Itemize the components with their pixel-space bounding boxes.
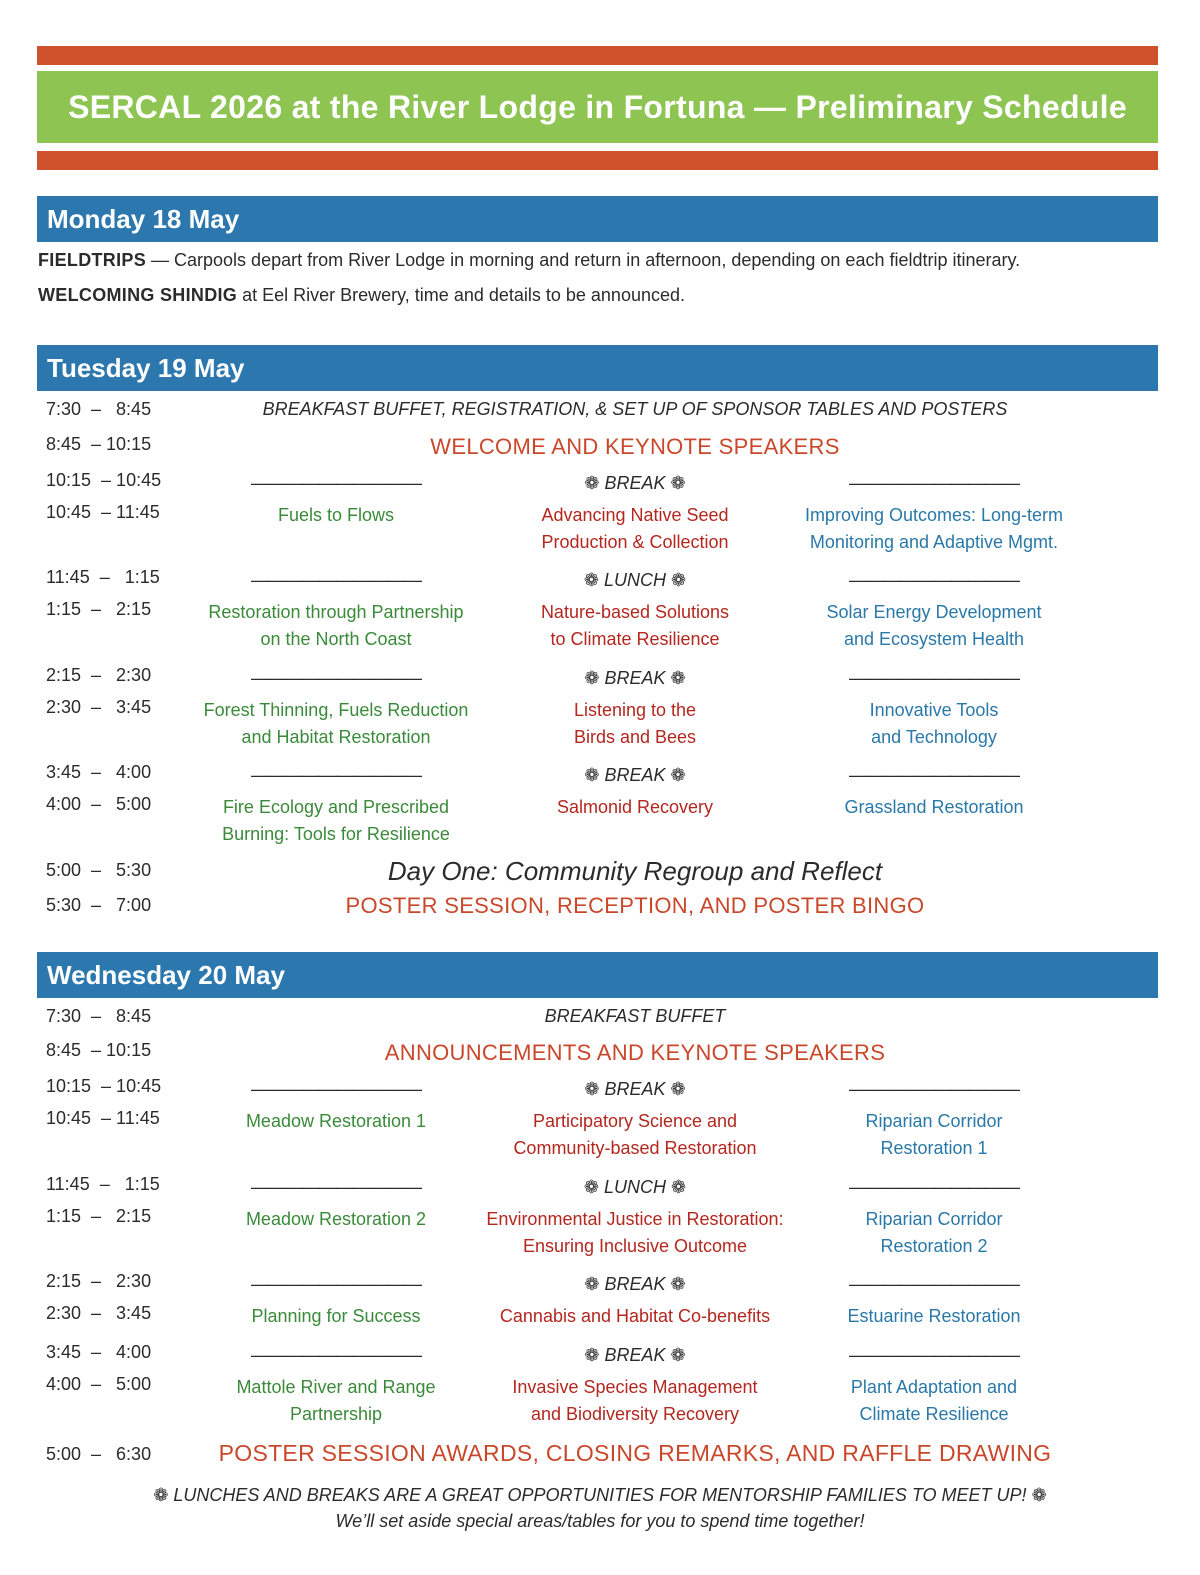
session-track1: Planning for Success [251, 1306, 421, 1326]
session-track3: Improving Outcomes: Long-term Monitoring and Adaptive Mgmt. [804, 505, 1064, 552]
time-slot: 1:15 – 2:15 [46, 599, 152, 619]
session-track1: Restoration through Partnership on the North Coast [208, 602, 464, 649]
day-header-monday: Monday 18 May [37, 196, 1158, 242]
time-slot: 5:30 – 7:00 [46, 895, 152, 915]
track-divider: —————————— [251, 1079, 421, 1099]
day-header-tuesday: Tuesday 19 May [37, 345, 1158, 391]
time-slot: 4:00 – 5:00 [46, 794, 152, 814]
track-divider: —————————— [849, 668, 1019, 688]
session-track3: Plant Adaptation and Climate Resilience [850, 1377, 1018, 1424]
session-track2: Participatory Science and Community-based Restoration [513, 1111, 757, 1158]
session-track2: Invasive Species Management and Biodiversity Recovery [512, 1377, 758, 1424]
session-track3: Riparian Corridor Restoration 1 [865, 1111, 1003, 1158]
footer-line1-text: LUNCHES AND BREAKS ARE A GREAT OPPORTUNITIES FOR MENTORSHIP FAMILIES TO MEET UP! [173, 1485, 1027, 1505]
track-divider: —————————— [849, 1274, 1019, 1294]
fieldtrips-line [38, 250, 1020, 271]
time-slot: 2:30 – 3:45 [46, 1303, 152, 1323]
lunch-label: ❁ LUNCH ❁ [583, 570, 687, 590]
session-track2: Advancing Native Seed Production & Collection [541, 505, 729, 552]
break-label: ❁ BREAK ❁ [584, 1345, 686, 1365]
break-label: ❁ BREAK ❁ [584, 473, 686, 493]
session-track2: Salmonid Recovery [556, 797, 714, 817]
session-track1: Meadow Restoration 1 [245, 1111, 427, 1131]
break-label: ❁ BREAK ❁ [584, 765, 686, 785]
bottom-orange-stripe [37, 151, 1158, 170]
time-slot: 2:15 – 2:30 [46, 1271, 152, 1291]
fieldtrips-label: FIELDTRIPS [38, 250, 147, 270]
poster-session-event: POSTER SESSION, RECEPTION, AND POSTER BINGO [345, 893, 925, 918]
time-slot: 2:30 – 3:45 [46, 697, 152, 717]
session-track3: Estuarine Restoration [847, 1306, 1021, 1326]
lunch-label: ❁ LUNCH ❁ [583, 1177, 687, 1197]
shindig-text: at Eel River Brewery, time and details to be announced. [237, 285, 686, 305]
session-track1: Mattole River and Range Partnership [236, 1377, 436, 1424]
break-label: ❁ BREAK ❁ [584, 1274, 686, 1294]
regroup-event: Day One: Community Regroup and Reflect [387, 856, 883, 886]
time-slot: 1:15 – 2:15 [46, 1206, 152, 1226]
top-orange-stripe [37, 46, 1158, 65]
track-divider: —————————— [849, 473, 1019, 493]
time-slot: 8:45 – 10:15 [46, 1040, 152, 1060]
track-divider: —————————— [849, 765, 1019, 785]
session-track2: Environmental Justice in Restoration: Ensuring Inclusive Outcome [486, 1209, 784, 1256]
time-slot: 3:45 – 4:00 [46, 1342, 152, 1362]
session-track1: Meadow Restoration 2 [245, 1209, 427, 1229]
break-label: ❁ BREAK ❁ [584, 668, 686, 688]
session-track3: Riparian Corridor Restoration 2 [865, 1209, 1003, 1256]
track-divider: —————————— [251, 1274, 421, 1294]
time-slot: 7:30 – 8:45 [46, 1006, 152, 1026]
session-track2: Cannabis and Habitat Co-benefits [499, 1306, 771, 1326]
day-header-wednesday: Wednesday 20 May [37, 952, 1158, 998]
track-divider: —————————— [849, 570, 1019, 590]
time-slot: 8:45 – 10:15 [46, 434, 152, 454]
time-slot: 4:00 – 5:00 [46, 1374, 152, 1394]
break-label: ❁ BREAK ❁ [584, 1079, 686, 1099]
track-divider: —————————— [251, 570, 421, 590]
time-slot: 11:45 – 1:15 [46, 1174, 160, 1194]
time-slot: 10:45 – 11:45 [46, 1108, 160, 1128]
session-track2: Listening to the Birds and Bees [573, 700, 697, 747]
session-track3: Innovative Tools and Technology [869, 700, 999, 747]
track-divider: —————————— [251, 668, 421, 688]
closing-event: POSTER SESSION AWARDS, CLOSING REMARKS, AND RAFFLE DRAWING [218, 1440, 1052, 1466]
session-track3: Solar Energy Development and Ecosystem Health [826, 602, 1042, 649]
time-slot: 7:30 – 8:45 [46, 399, 152, 419]
time-slot: 10:45 – 11:45 [46, 502, 160, 522]
time-slot: 11:45 – 1:15 [46, 567, 160, 587]
time-slot: 5:00 – 6:30 [46, 1444, 152, 1464]
breakfast-event: BREAKFAST BUFFET [544, 1006, 726, 1026]
flower-icon: ❁ [1031, 1485, 1047, 1505]
page-title: SERCAL 2026 at the River Lodge in Fortuna — Preliminary Schedule [37, 71, 1158, 143]
shindig-label: WELCOMING SHINDIG [38, 285, 238, 305]
time-slot: 3:45 – 4:00 [46, 762, 152, 782]
footer-note-line2: We’ll set aside special areas/tables for you to spend time together! [335, 1511, 865, 1531]
time-slot: 5:00 – 5:30 [46, 860, 152, 880]
time-slot: 10:15 – 10:45 [46, 470, 162, 490]
time-slot: 2:15 – 2:30 [46, 665, 152, 685]
session-track1: Fire Ecology and Prescribed Burning: Tools for Resilience [222, 797, 450, 844]
session-track1: Fuels to Flows [277, 505, 395, 525]
track-divider: —————————— [849, 1079, 1019, 1099]
session-track3: Grassland Restoration [844, 797, 1024, 817]
track-divider: —————————— [251, 765, 421, 785]
track-divider: —————————— [849, 1177, 1019, 1197]
session-track2: Nature-based Solutions to Climate Resilience [540, 602, 730, 649]
shindig-line [38, 285, 685, 306]
time-slot: 10:15 – 10:45 [46, 1076, 162, 1096]
fieldtrips-text: — Carpools depart from River Lodge in morning and return in afternoon, depending on each fieldtrip itinerary. [146, 250, 1021, 270]
footer-note-line1 [0, 1485, 1200, 1506]
session-track1: Forest Thinning, Fuels Reduction and Habitat Restoration [203, 700, 469, 747]
breakfast-event: BREAKFAST BUFFET, REGISTRATION, & SET UP OF SPONSOR TABLES AND POSTERS [262, 399, 1008, 419]
track-divider: —————————— [251, 473, 421, 493]
track-divider: —————————— [251, 1345, 421, 1365]
flower-icon: ❁ [153, 1485, 169, 1505]
keynote-event: WELCOME AND KEYNOTE SPEAKERS [430, 434, 840, 459]
keynote-event: ANNOUNCEMENTS AND KEYNOTE SPEAKERS [384, 1040, 886, 1065]
track-divider: —————————— [251, 1177, 421, 1197]
track-divider: —————————— [849, 1345, 1019, 1365]
